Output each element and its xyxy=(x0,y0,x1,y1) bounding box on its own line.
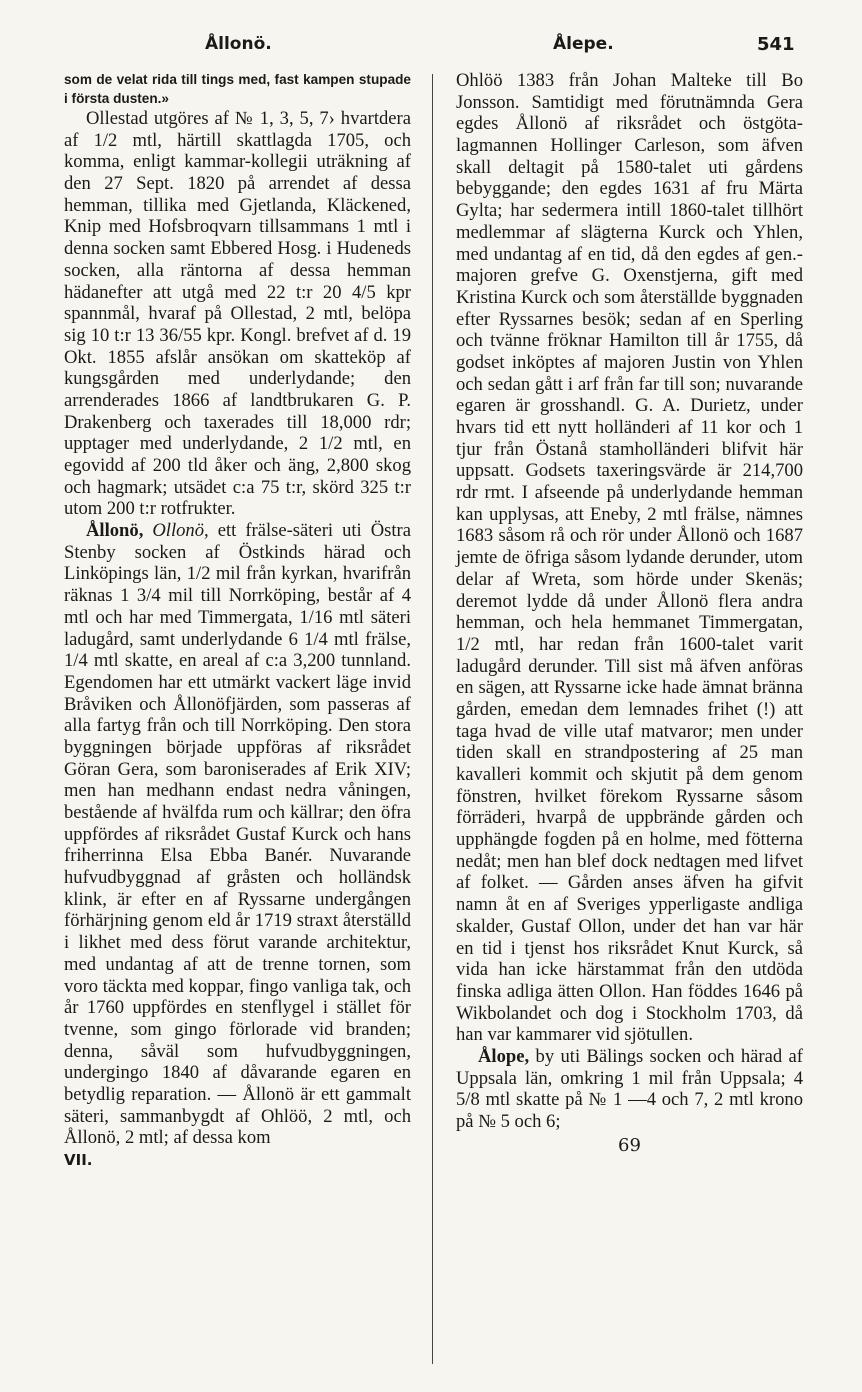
signature-mark: VII. xyxy=(64,1151,93,1169)
folio-number: 69 xyxy=(618,1134,641,1156)
right-column xyxy=(456,70,803,1156)
left-column xyxy=(64,70,411,1169)
column-divider xyxy=(432,74,433,1364)
allono-entry xyxy=(64,520,411,1149)
alope-entry xyxy=(456,1046,803,1133)
entry-headword: Ållonö, xyxy=(86,520,144,542)
running-head-left: Ållonö. xyxy=(205,34,272,54)
entry-body: ett frälse-säteri uti Östra Stenby socken af Östkinds härad och Linköpings län, 1/2 mil från kyrkan, hvarifrån räknas 1 3/4 mil till Norrköping, består af 4 mtl och har med Timmergata, 1/16 mtl säteri ladugård, samt underlydande 6 1/4 mtl frälse, 1/4 mtl skatte, en areal af c:a 3,200 tunnland. Egendomen har ett utmärkt vackert läge invid Bråviken och Ållonöfjärden, som passeras af alla fartyg från och till Norrköping. Den stora byggningen började uppföras af riksrådet Göran Gera, som baroniserades af Erik XIV; men han medhann endast nedra våningen, bestående af hvälfda rum och källrar; den öfra uppfördes af riksrådet Gustaf Kurck och hans friherrinna Elsa Ebba Banér. Nuvarande hufvudbyggnad af gråsten och holländsk klink, är efter en af Ryssarne undergången förhärjning genom eld år 1719 straxt återställd i likhet med dess förut varande architektur, med undantag af att de trenne tornen, som voro täckta med koppar, fingo vanliga tak, och år 1760 uppfördes en stenflygel i stället för tvenne, som gingo förlorade vid branden; denna, såväl som hufvudbyggningen, undergingo 1840 af dåvarande egaren en betydlig reparation. — Ållonö är ett gammalt säteri, sammanbygdt af Ohlöö, 2 mtl, och Ållonö, 2 mtl; af dessa kom xyxy=(64,520,412,1149)
running-head-right: Ålepe. xyxy=(553,34,614,54)
page-number: 541 xyxy=(757,34,795,55)
quote-continuation: som de velat rida till tings med, fast kampen stupade i första dusten.» xyxy=(64,72,411,106)
ollestad-paragraph: Ollestad utgöres af № 1, 3, 5, 7› hvartdera af 1/2 mtl, härtill skattlagda 1705, och komma, enligt kammar-kollegii uträkning af den 27 Sept. 1820 på arrendet af dessa hemman, tillika med Gjetlanda, Kläckened, Knip med Hofsbroqvarn tillsammans 1 mtl i denna socken samt Ebbered Hosg. i Hudeneds socken, alla räntorna af dessa hemman hädanefter att utgå med 22 t:r 20 4/5 kpr spannmål, hvaraf på Ollestad, 2 mtl, belöpa sig 10 t:r 13 36/55 kpr. Kongl. brefvet af d. 19 Okt. 1855 afslår ansökan om skatteköp af kungsgården med underlydande; den arrenderades 1866 af landtbrukaren G. P. Drakenberg och taxerades till 18,000 rdr; upptager med underlydande, 2 1/2 mtl, en egovidd af 200 tld åker och äng, 2,800 skog och hagmark; utsädet c:a 75 t:r, skörd 325 t:r utom 200 t:r rotfrukter. xyxy=(64,108,411,520)
entry-variant: Ollonö, xyxy=(152,520,209,542)
allono-continuation: Ohlöö 1383 från Johan Malteke till Bo Jonsson. Samtidigt med förutnämnda Gera egdes Ållonö af riksrådet och östgöta-lagmannen Hollinger Carleson, som äfven skall deltagit på 1580-talet uti gårdens bebyggande; den egdes 1631 af fru Märta Gylta; har sedermera intill 1860-talet tillhört medlemmar af slägterna Kurck och Yhlen, med undantag af en tid, då den egdes af gen.-majoren grefve G. Oxenstjerna, gift med Kristina Kurck och som återställde byggnaden efter Ryssarnes besök; sedan af en Sperling och tvänne fröknar Hamilton till år 1755, då godset inköptes af majoren Justin von Yhlen och sedan gått i arf från far till son; nuvarande egaren är grosshandl. G. A. Durietz, under hvars tid ett nytt holländeri af 11 kor och 1 tjur från Östanå stamholländeri blifvit här uppsatt. Godsets taxeringsvärde är 214,700 rdr rmt. I afseende på underlydande hemman kan upplysas, att Eneby, 2 mtl frälse, nämnes 1683 såsom rå och rör under Ållonö och 1687 jemte de öfriga såsom lydande derunder, utom delar af Wreta, som hörde under Skenäs; deremot lydde då under Ållonö flera andra hemman, och hela hemmanet Timmergatan, 1/2 mtl, har redan från 1600-talet varit ladugård derunder. Till sist må äfven anföras en sägen, att Ryssarne icke hade ämnat bränna gården, emedan dem lemnades frihet (!) att taga hvad de ville utaf matvaror; men under tiden skall en strandpostering af 25 man kavalleri kommit och skjutit på dem genom fönstren, hvilket förekom Ryssarne såsom förräderi, hvarpå de uppbrände gården och upphängde fogden på en holme, med fötterna nedåt; men han blef dock nedtagen med lifvet af folket. — Gården anses äfven ha gifvit namn åt en af Sveriges ypperligaste andliga skalder, Gustaf Ollon, under det han var här en tid i tjenst hos riksrådet Knut Kurck, så vida han icke härstammat från den utdöda finska adliga ätten Ollon. Han föddes 1646 på Wikbolandet och dog i Stockholm 1703, då han var kammarer vid sjötullen. xyxy=(456,70,803,1046)
entry-body: by uti Bälings socken och härad af Uppsala län, omkring 1 mil från Uppsala; 4 5/8 mtl skatte på № 1 —4 och 7, 2 mtl krono på № 5 och 6; xyxy=(456,1045,803,1132)
entry-headword: Ålope, xyxy=(478,1045,530,1067)
